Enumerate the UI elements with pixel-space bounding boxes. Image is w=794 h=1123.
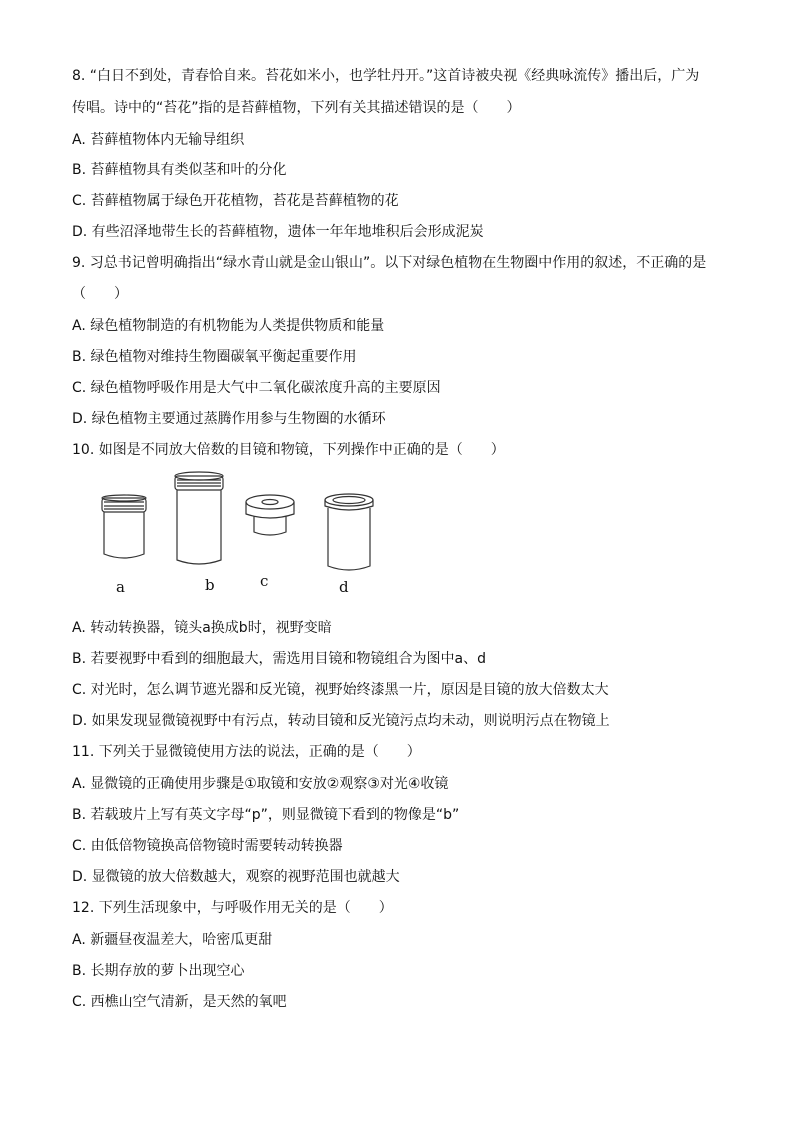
q10-option-a: A. 转动转换器，镜头a换成b时，视野变暗 <box>72 620 332 636</box>
q12-stem-line1: 12. 下列生活现象中，与呼吸作用无关的是（ ） <box>72 900 393 916</box>
q12-option-c: C. 西樵山空气清新，是天然的氧吧 <box>72 994 287 1010</box>
q8-option-d: D. 有些沼泽地带生长的苔藓植物，遗体一年年地堆积后会形成泥炭 <box>72 224 484 240</box>
q12-option-b: B. 长期存放的萝卜出现空心 <box>72 963 245 979</box>
q8-option-c: C. 苔藓植物属于绿色开花植物，苔花是苔藓植物的花 <box>72 193 399 209</box>
q9-option-c: C. 绿色植物呼吸作用是大气中二氧化碳浓度升高的主要原因 <box>72 380 441 396</box>
q12-option-a: A. 新疆昼夜温差大，哈密瓜更甜 <box>72 932 273 948</box>
lens-d-objective <box>325 494 373 570</box>
q11-stem-line1: 11. 下列关于显微镜使用方法的说法，正确的是（ ） <box>72 744 421 760</box>
q8-option-a: A. 苔藓植物体内无输导组织 <box>72 132 245 148</box>
q11-option-d: D. 显微镜的放大倍数越大，观察的视野范围也就越大 <box>72 869 400 885</box>
q8-stem-line1: 8. “白日不到处，青春恰自来。苔花如米小，也学牡丹开。”这首诗被央视《经典咏流传》播出后，广为 <box>72 68 700 84</box>
lens-label-b: b <box>205 576 215 594</box>
q11-option-c: C. 由低倍物镜换高倍物镜时需要转动转换器 <box>72 838 343 854</box>
q9-stem-line2: （ ） <box>72 286 128 302</box>
q10-option-c: C. 对光时，怎么调节遮光器和反光镜，视野始终漆黑一片，原因是目镜的放大倍数太大 <box>72 682 609 698</box>
q10-option-d: D. 如果发现显微镜视野中有污点，转动目镜和反光镜污点均未动，则说明污点在物镜上 <box>72 713 610 729</box>
lens-a-eyepiece <box>102 495 146 558</box>
q10-stem-line1: 10. 如图是不同放大倍数的目镜和物镜，下列操作中正确的是（ ） <box>72 442 505 458</box>
lens-label-a: a <box>116 578 125 596</box>
q9-option-a: A. 绿色植物制造的有机物能为人类提供物质和能量 <box>72 318 385 334</box>
q9-option-b: B. 绿色植物对维持生物圈碳氧平衡起重要作用 <box>72 349 357 365</box>
q11-option-a: A. 显微镜的正确使用步骤是①取镜和安放②观察③对光④收镜 <box>72 776 449 792</box>
q8-stem-line2: 传唱。诗中的“苔花”指的是苔藓植物，下列有关其描述错误的是（ ） <box>72 100 521 116</box>
lens-label-d: d <box>339 578 349 596</box>
q10-option-b: B. 若要视野中看到的细胞最大，需选用目镜和物镜组合为图中a、d <box>72 651 486 667</box>
q9-option-d: D. 绿色植物主要通过蒸腾作用参与生物圈的水循环 <box>72 411 386 427</box>
q8-option-b: B. 苔藓植物具有类似茎和叶的分化 <box>72 162 287 178</box>
lens-label-c: c <box>260 572 269 590</box>
lens-c-objective <box>246 495 294 535</box>
q9-stem-line1: 9. 习总书记曾明确指出“绿水青山就是金山银山”。以下对绿色植物在生物圈中作用的叙述，不正确的是 <box>72 255 707 271</box>
lens-b-eyepiece <box>175 472 223 564</box>
lens-figure-drawing <box>90 468 390 578</box>
lens-figure <box>90 468 390 602</box>
q11-option-b: B. 若载玻片上写有英文字母“p”，则显微镜下看到的物像是“b” <box>72 807 460 823</box>
